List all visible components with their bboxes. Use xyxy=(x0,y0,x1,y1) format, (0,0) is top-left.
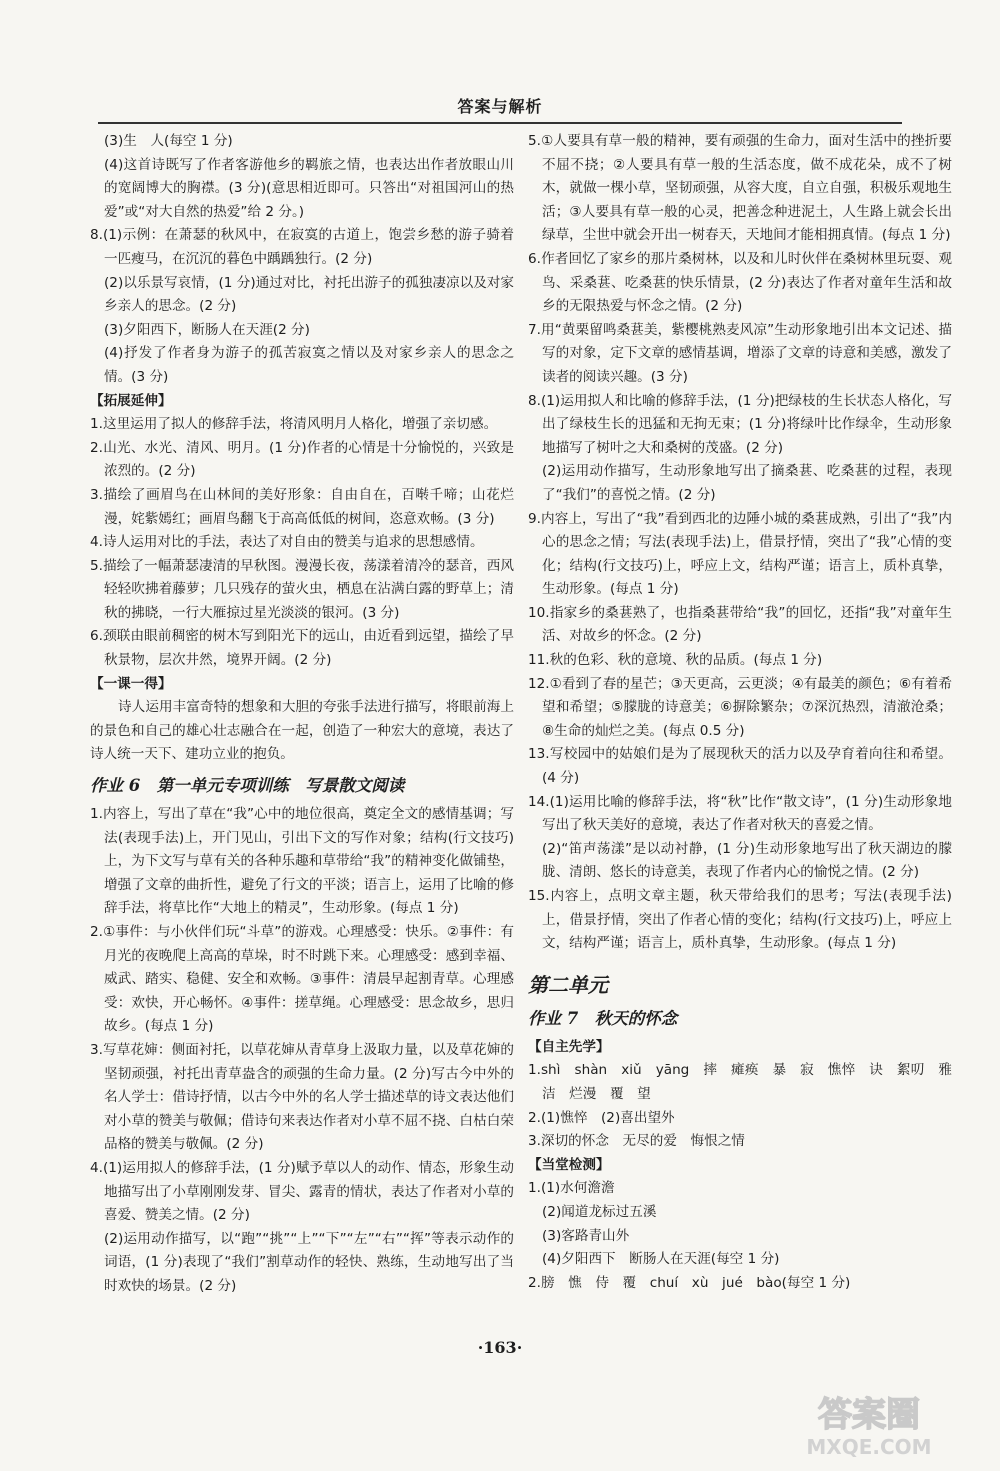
watermark-line1: 答案圈 xyxy=(818,1395,920,1435)
answer-paragraph: 5.描绘了一幅萧瑟凄清的早秋图。漫漫长夜，荡漾着清冷的瑟音，西风轻轻吹拂着藤萝；几只残存的萤火虫，栖息在沾满白露的野草上；清秋的拂晓，一行大雁掠过星光淡淡的银河。(3 分) xyxy=(90,557,514,621)
answer-paragraph: 2.山光、水光、清风、明月。(1 分)作者的心情是十分愉悦的，兴致是浓烈的。(2 分) xyxy=(90,439,514,480)
page-number: ·163· xyxy=(477,1338,523,1357)
answer-paragraph: 2.膀 憔 侍 覆 chuí xù jué bào(每空 1 分) xyxy=(528,1274,851,1291)
assignment-heading: 作业 6 第一单元专项训练 写景散文阅读 xyxy=(90,776,405,796)
answer-paragraph: 6.颈联由眼前稠密的树木写到阳光下的远山，由近看到远望，描绘了早秋景物，层次井然，境界开阔。(2 分) xyxy=(90,628,514,669)
answer-paragraph: 10.指家乡的桑葚熟了，也指桑葚带给“我”的回忆，还指“我”对童年生活、对故乡的怀念。(2 分) xyxy=(528,604,952,645)
answer-paragraph: 11.秋的色彩、秋的意境、秋的品质。(每点 1 分) xyxy=(528,652,823,669)
answer-paragraph: 5.①人要具有草一般的精神，要有顽强的生命力，面对生活中的挫折要不屈不挠；②人要具有草一般的生活态度，做不成花朵，成不了树木，就做一棵小草，坚韧顽强，从容大度，自立自强，积极乐观地生活；③人要具有草一般的心灵，把善念种进泥土，人生路上就会长出绿草，尘世中就会开出一树春天，天地间才能相拥真情。(每点 1 分) xyxy=(528,133,952,244)
answer-paragraph: (3)生 人(每空 1 分) xyxy=(104,133,233,149)
answer-paragraph: (2)闻道龙标过五溪 xyxy=(542,1203,657,1220)
answer-paragraph: 9.内容上，写出了“我”看到西北的边陲小城的桑葚成熟，引出了“我”内心的思念之情；写法(表现手法)上，借景抒情，突出了“我”心情的变化；结构(行文技巧)上，呼应上文，结构严谨；语言上，质朴真挚，生动形象。(每点 1 分) xyxy=(528,510,952,598)
answer-paragraph: 3.描绘了画眉鸟在山林间的美好形象：自由自在，百啭千啼；山花烂漫，姹紫嫣红；画眉鸟翻飞于高高低低的树间，恣意欢畅。(3 分) xyxy=(90,486,514,527)
answer-paragraph: (2)以乐景写哀情，(1 分)通过对比，衬托出游子的孤独凄凉以及对家乡亲人的思念。(2 分) xyxy=(104,274,514,315)
answer-paragraph: 1.(1)水何澹澹 xyxy=(528,1180,615,1197)
answer-paragraph: (2)“笛声荡漾”是以动衬静，(1 分)生动形象地写出了秋天湖边的朦胧、清朗、悠长的诗意美，表现了作者内心的愉悦之情。(2 分) xyxy=(542,840,952,881)
answer-paragraph: 1.这里运用了拟人的修辞手法，将清风明月人格化，增强了亲切感。 xyxy=(90,416,498,433)
section-label: 【一课一得】 xyxy=(90,675,172,692)
answer-paragraph: (2)运用动作描写，以“跑”“挑”“上”“下”“左”“右”“挥”等表示动作的词语，(1 分)表现了“我们”割草动作的轻快、熟练，生动地写出了当时欢快的场景。(2 分) xyxy=(104,1230,514,1294)
page-header xyxy=(98,92,902,124)
left-column xyxy=(90,130,514,1299)
answer-paragraph: (4)这首诗既写了作者客游他乡的羁旅之情，也表达出作者放眼山川的宽阔博大的胸襟。(3 分)(意思相近即可。只答出“对祖国河山的热爱”或“对大自然的热爱”给 2 分。) xyxy=(104,156,514,220)
answer-paragraph: 15.内容上，点明文章主题，秋天带给我们的思考；写法(表现手法)上，借景抒情，突出了作者心情的变化；结构(行文技巧)上，呼应上文，结构严谨；语言上，质朴真挚，生动形象。(每点 1 分) xyxy=(528,888,952,952)
answer-paragraph: (4)夕阳西下 断肠人在天涯(每空 1 分) xyxy=(542,1251,780,1268)
answer-paragraph: 14.(1)运用比喻的修辞手法，将“秋”比作“散文诗”，(1 分)生动形象地写出了秋天美好的意境，表达了作者对秋天的喜爱之情。 xyxy=(528,793,952,834)
answer-paragraph: 3.深切的怀念 无尽的爱 悔恨之情 xyxy=(528,1133,745,1150)
answer-paragraph: 12.①看到了春的星芒；③天更高，云更淡；④有最美的颜色；⑥有着希望和希望；⑤朦胧的诗意美；⑥摒除繁杂；⑦深沉热烈，清澈沧桑；⑧生命的灿烂之美。(每点 0.5 分) xyxy=(528,675,952,739)
unit-heading: 第二单元 xyxy=(528,972,608,997)
answer-paragraph: 1.内容上，写出了草在“我”心中的地位很高，奠定全文的感情基调；写法(表现手法)上，开门见山，引出下文的写作对象；结构(行文技巧)上，为下文写与草有关的各种乐趣和草带给“我”的精神变化做铺垫，增强了文章的曲折性，避免了行文的平淡；语言上，运用了比喻的修辞手法，将草比作“大地上的精灵”，生动形象。(每点 1 分) xyxy=(90,806,514,917)
header-title: 答案与解析 xyxy=(457,97,543,116)
answer-paragraph: 7.用“黄栗留鸣桑葚美，紫樱桃熟麦风凉”生动形象地引出本文记述、描写的对象，定下文章的感情基调，增添了文章的诗意和美感，激发了读者的阅读兴趣。(3 分) xyxy=(528,321,952,385)
section-label: 【拓展延伸】 xyxy=(90,392,172,409)
answer-paragraph: (2)运用动作描写，生动形象地写出了摘桑葚、吃桑葚的过程，表现了“我们”的喜悦之情。(2 分) xyxy=(542,463,952,503)
answer-paragraph: 4.(1)运用拟人的修辞手法，(1 分)赋予草以人的动作、情态，形象生动地描写出了小草刚刚发芽、冒尖、露青的情状，表达了作者对小草的喜爱、赞美之情。(2 分) xyxy=(90,1159,514,1224)
section-label: 【当堂检测】 xyxy=(528,1156,610,1173)
answer-paragraph: 2.(1)憔悴 (2)喜出望外 xyxy=(528,1109,675,1126)
answer-paragraph: 13.写校园中的姑娘们是为了展现秋天的活力以及孕育着向往和希望。(4 分) xyxy=(528,746,952,787)
section-label: 【自主先学】 xyxy=(528,1038,610,1055)
answer-paragraph: 6.作者回忆了家乡的那片桑树林，以及和儿时伙伴在桑树林里玩耍、观鸟、采桑葚、吃桑葚的快乐情景，(2 分)表达了作者对童年生活和故乡的无限热爱与怀念之情。(2 分) xyxy=(528,250,952,315)
answer-paragraph: 4.诗人运用对比的手法，表达了对自由的赞美与追求的思想感情。 xyxy=(90,534,484,551)
watermark-line2: MXQE.COM xyxy=(806,1435,932,1459)
assignment-heading: 作业 7 秋天的怀念 xyxy=(528,1008,678,1028)
answer-paragraph: 2.①事件：与小伙伴们玩“斗草”的游戏。心理感受：快乐。②事件：有月光的夜晚爬上高高的草垛，时不时跳下来。心理感受：感到幸福、威武、踏实、稳健、安全和欢畅。③事件：清晨早起割青草。心理感受：欢快，开心畅怀。④事件：搓草绳。心理感受：思念故乡，思归故乡。(每点 1 分) xyxy=(90,924,514,1035)
answer-paragraph: 诗人运用丰富奇特的想象和大胆的夸张手法进行描写，将眼前海上的景色和自己的雄心壮志融合在一起，创造了一种宏大的意境，表达了诗人统一天下、建功立业的抱负。 xyxy=(90,699,514,763)
answer-paragraph: (3)夕阳西下，断肠人在天涯(2 分) xyxy=(104,321,310,338)
answer-paragraph: (4)抒发了作者身为游子的孤苦寂寞之情以及对家乡亲人的思念之情。(3 分) xyxy=(104,345,514,385)
right-column xyxy=(528,130,966,1295)
answer-paragraph: 1.shì shàn xiǔ yāng 摔 瘫痪 暴 寂 憔悴 诀 絮叨 雅 洁 烂漫 覆 望 xyxy=(528,1062,966,1102)
answer-paragraph: 8.(1)示例：在萧瑟的秋风中，在寂寞的古道上，饱尝乡愁的游子骑着一匹瘦马，在沉沉的暮色中踽踽独行。(2 分) xyxy=(90,227,514,267)
watermark-logo xyxy=(774,1390,964,1460)
answer-paragraph: 3.写草花婶：侧面衬托，以草花婶从青草身上汲取力量，以及草花婶的坚韧顽强，衬托出青草盎含的顽强的生命力量。(2 分)写古今中外的名人学士：借诗抒情，以古今中外的名人学士描述草的诗文表达他们对小草的赞美与敬佩；借诗句来表达作者对小草不屈不挠、白枯白荣品格的赞美与敬佩。(2 分) xyxy=(90,1041,514,1153)
answer-paragraph: 8.(1)运用拟人和比喻的修辞手法，(1 分)把绿枝的生长状态人格化，写出了绿枝生长的迅猛和无拘无束；(1 分)将绿叶比作绿伞，生动形象地描写了树叶之大和桑树的茂盛。(2 分) xyxy=(528,392,952,456)
answer-paragraph: (3)客路青山外 xyxy=(542,1227,630,1244)
